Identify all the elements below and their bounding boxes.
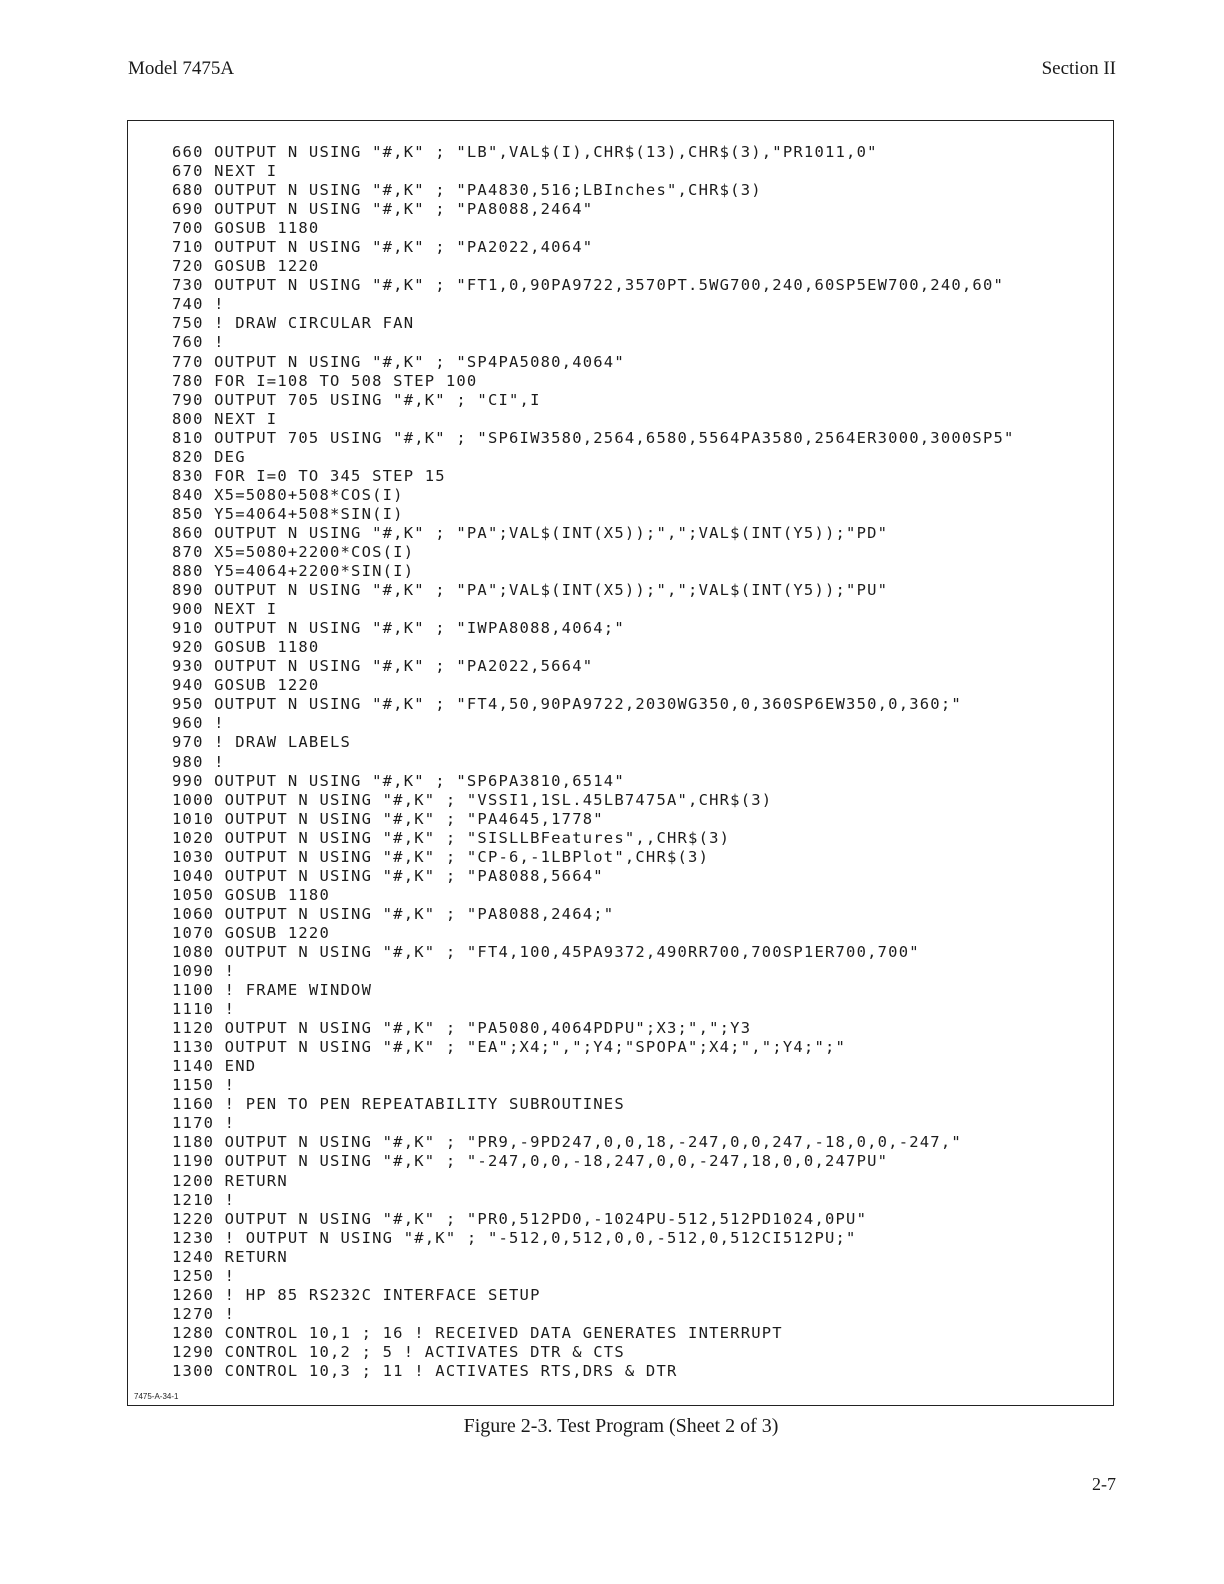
code-line: 1240 RETURN bbox=[172, 1247, 288, 1266]
code-line: 780 FOR I=108 TO 508 STEP 100 bbox=[172, 371, 478, 390]
code-line: 1150 ! bbox=[172, 1076, 236, 1095]
code-line: 1180 OUTPUT N USING "#,K" ; "PR9,-9PD247,0,0,18,-247,0,0,247,-18,0,0,-247," bbox=[172, 1133, 962, 1152]
code-line: 710 OUTPUT N USING "#,K" ; "PA2022,4064" bbox=[172, 238, 594, 257]
figure-caption: Figure 2-3. Test Program (Sheet 2 of 3) bbox=[463, 1415, 779, 1437]
code-line: 730 OUTPUT N USING "#,K" ; "FT1,0,90PA9722,3570PT.5WG700,240,60SP5EW700,240,60" bbox=[172, 276, 1005, 295]
code-line: 890 OUTPUT N USING "#,K" ; "PA";VAL$(INT(X5));",";VAL$(INT(Y5));"PU" bbox=[172, 581, 889, 600]
code-line: 1090 ! bbox=[172, 962, 236, 981]
code-line: 1270 ! bbox=[172, 1304, 236, 1323]
code-line: 880 Y5=4064+2200*SIN(I) bbox=[172, 562, 415, 581]
code-line: 700 GOSUB 1180 bbox=[172, 219, 320, 238]
code-line: 810 OUTPUT 705 USING "#,K" ; "SP6IW3580,2564,6580,5564PA3580,2564ER3000,3000SP5" bbox=[172, 428, 1015, 447]
code-line: 920 GOSUB 1180 bbox=[172, 638, 320, 657]
code-line: 900 NEXT I bbox=[172, 600, 278, 619]
code-line: 660 OUTPUT N USING "#,K" ; "LB",VAL$(I),CHR$(13),CHR$(3),"PR1011,0" bbox=[172, 143, 878, 161]
code-line: 1040 OUTPUT N USING "#,K" ; "PA8088,5664" bbox=[172, 866, 604, 885]
code-listing bbox=[172, 143, 1015, 1381]
code-line: 800 NEXT I bbox=[172, 409, 278, 428]
code-line: 820 DEG bbox=[172, 447, 246, 466]
code-line: 1020 OUTPUT N USING "#,K" ; "SISLLBFeatures",,CHR$(3) bbox=[172, 828, 731, 847]
code-line: 1280 CONTROL 10,1 ; 16 ! RECEIVED DATA GENERATES INTERRUPT bbox=[172, 1323, 783, 1342]
code-line: 770 OUTPUT N USING "#,K" ; "SP4PA5080,4064" bbox=[172, 352, 625, 371]
page-number: 2-7 bbox=[1092, 1474, 1116, 1494]
code-line: 1140 END bbox=[172, 1057, 257, 1076]
code-line: 910 OUTPUT N USING "#,K" ; "IWPA8088,4064;" bbox=[172, 619, 625, 638]
code-line: 1080 OUTPUT N USING "#,K" ; "FT4,100,45PA9372,490RR700,700SP1ER700,700" bbox=[172, 942, 920, 961]
code-line: 870 X5=5080+2200*COS(I) bbox=[172, 542, 415, 561]
code-line: 960 ! bbox=[172, 714, 225, 733]
code-line: 1220 OUTPUT N USING "#,K" ; "PR0,512PD0,-1024PU-512,512PD1024,0PU" bbox=[172, 1209, 868, 1228]
code-line: 740 ! bbox=[172, 295, 225, 314]
code-line: 680 OUTPUT N USING "#,K" ; "PA4830,516;LBInches",CHR$(3) bbox=[172, 181, 762, 200]
code-line: 1130 OUTPUT N USING "#,K" ; "EA";X4;",";Y4;"SPOPA";X4;",";Y4;";" bbox=[172, 1038, 847, 1057]
code-line: 1200 RETURN bbox=[172, 1171, 288, 1190]
header-section: Section II bbox=[1041, 58, 1116, 79]
code-line: 1000 OUTPUT N USING "#,K" ; "VSSI1,1SL.45LB7475A",CHR$(3) bbox=[172, 790, 773, 809]
header-model: Model 7475A bbox=[128, 58, 235, 79]
code-line: 860 OUTPUT N USING "#,K" ; "PA";VAL$(INT(X5));",";VAL$(INT(Y5));"PD" bbox=[172, 523, 889, 542]
code-line: 1260 ! HP 85 RS232C INTERFACE SETUP bbox=[172, 1285, 541, 1304]
code-line: 970 ! DRAW LABELS bbox=[172, 733, 352, 752]
code-line: 720 GOSUB 1220 bbox=[172, 257, 320, 276]
code-line: 950 OUTPUT N USING "#,K" ; "FT4,50,90PA9722,2030WG350,0,360SP6EW350,0,360;" bbox=[172, 695, 962, 714]
code-line: 1160 ! PEN TO PEN REPEATABILITY SUBROUTINES bbox=[172, 1095, 625, 1114]
code-line: 1120 OUTPUT N USING "#,K" ; "PA5080,4064PDPU";X3;",";Y3 bbox=[172, 1019, 752, 1038]
code-line: 1030 OUTPUT N USING "#,K" ; "CP-6,-1LBPlot",CHR$(3) bbox=[172, 847, 710, 866]
code-line: 690 OUTPUT N USING "#,K" ; "PA8088,2464" bbox=[172, 200, 594, 219]
code-line: 1190 OUTPUT N USING "#,K" ; "-247,0,0,-18,247,0,0,-247,18,0,0,247PU" bbox=[172, 1152, 889, 1171]
code-line: 990 OUTPUT N USING "#,K" ; "SP6PA3810,6514" bbox=[172, 771, 625, 790]
code-line: 1170 ! bbox=[172, 1114, 236, 1133]
code-line: 1060 OUTPUT N USING "#,K" ; "PA8088,2464;" bbox=[172, 904, 615, 923]
figure-id: 7475-A-34-1 bbox=[134, 1392, 179, 1401]
code-line: 670 NEXT I bbox=[172, 162, 278, 181]
code-line: 1070 GOSUB 1220 bbox=[172, 923, 330, 942]
program-listing-frame bbox=[127, 120, 1114, 1406]
code-line: 980 ! bbox=[172, 752, 225, 771]
code-line: 940 GOSUB 1220 bbox=[172, 676, 320, 695]
code-line: 1250 ! bbox=[172, 1266, 236, 1285]
code-line: 1300 CONTROL 10,3 ; 11 ! ACTIVATES RTS,DRS & DTR bbox=[172, 1362, 678, 1380]
code-line: 1290 CONTROL 10,2 ; 5 ! ACTIVATES DTR & CTS bbox=[172, 1342, 625, 1361]
code-line: 1110 ! bbox=[172, 1000, 236, 1019]
code-line: 1050 GOSUB 1180 bbox=[172, 885, 330, 904]
code-line: 930 OUTPUT N USING "#,K" ; "PA2022,5664" bbox=[172, 657, 594, 676]
code-line: 840 X5=5080+508*COS(I) bbox=[172, 485, 404, 504]
code-line: 1100 ! FRAME WINDOW bbox=[172, 981, 373, 1000]
code-line: 760 ! bbox=[172, 333, 225, 352]
code-line: 1230 ! OUTPUT N USING "#,K" ; "-512,0,512,0,0,-512,0,512CI512PU;" bbox=[172, 1228, 857, 1247]
code-line: 850 Y5=4064+508*SIN(I) bbox=[172, 504, 404, 523]
code-line: 750 ! DRAW CIRCULAR FAN bbox=[172, 314, 415, 333]
code-line: 1210 ! bbox=[172, 1190, 236, 1209]
code-line: 790 OUTPUT 705 USING "#,K" ; "CI",I bbox=[172, 390, 541, 409]
code-line: 830 FOR I=0 TO 345 STEP 15 bbox=[172, 466, 446, 485]
code-line: 1010 OUTPUT N USING "#,K" ; "PA4645,1778" bbox=[172, 809, 604, 828]
